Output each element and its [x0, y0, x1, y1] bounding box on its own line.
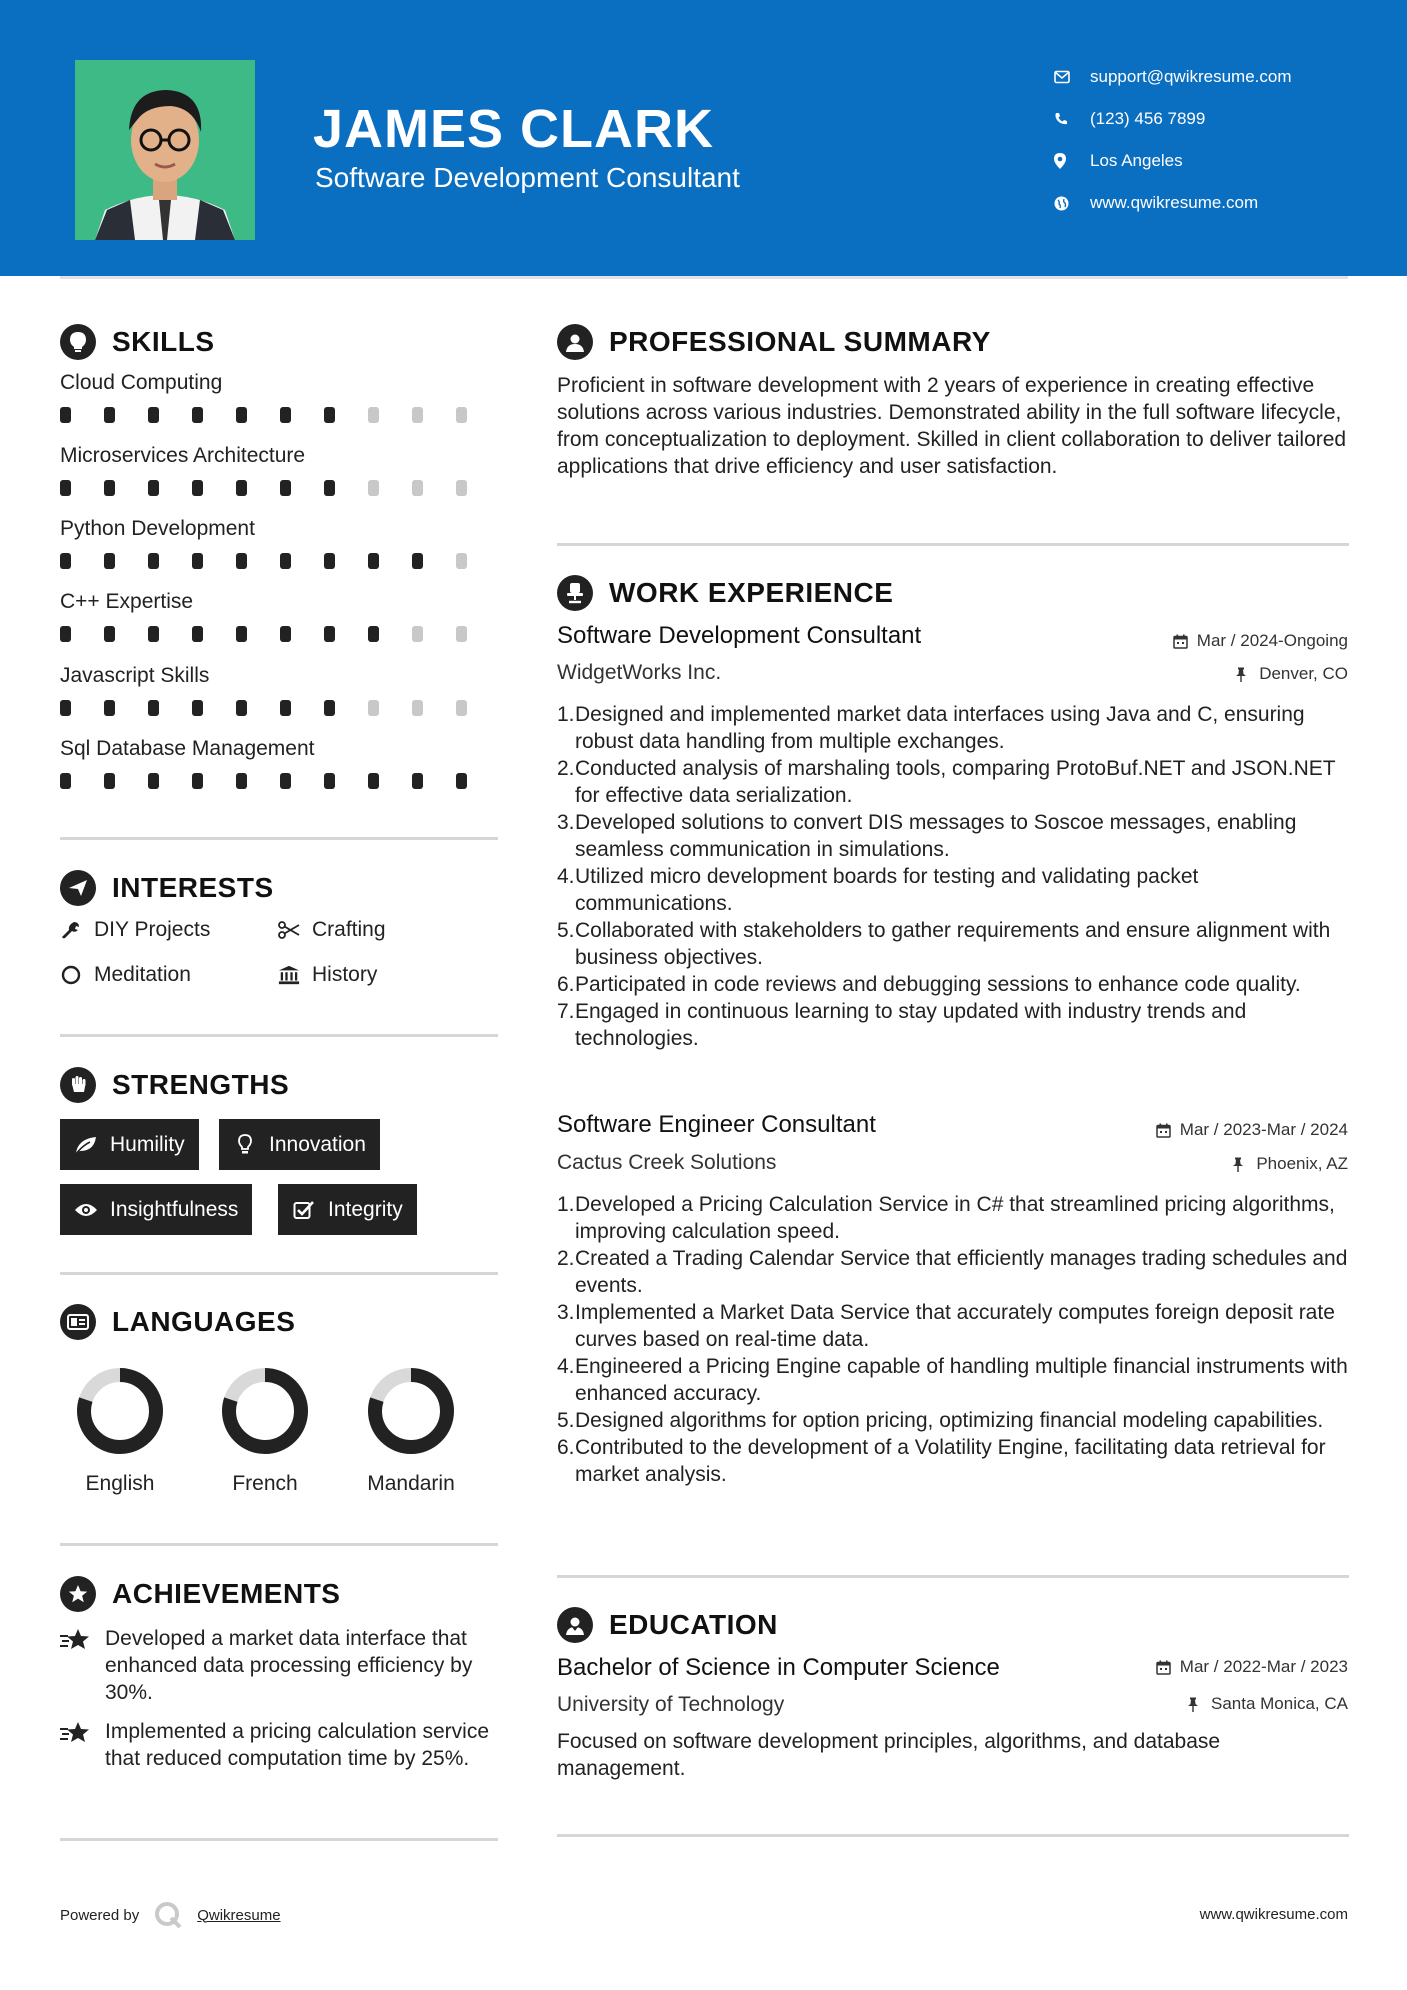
- skill-dot: [412, 626, 423, 642]
- eye-icon: [74, 1199, 98, 1221]
- duty-text: Implemented a Market Data Service that accurately computes foreign deposit rate curves based on real-time data.: [575, 1301, 1335, 1351]
- globe-icon: [1054, 193, 1090, 213]
- skill-dot: [324, 626, 335, 642]
- duty-number: 4.: [557, 865, 575, 888]
- education-location-text: Santa Monica, CA: [1210, 1694, 1348, 1713]
- skill-item: [60, 664, 500, 716]
- skill-dot: [456, 553, 467, 569]
- skill-dot: [236, 407, 247, 423]
- language-ring: [75, 1366, 165, 1456]
- interest-item: [278, 963, 377, 987]
- skill-dot: [192, 700, 203, 716]
- duty-number: 3.: [557, 811, 575, 834]
- skill-item: [60, 517, 500, 569]
- duty-number: 5.: [557, 1409, 575, 1432]
- duty-text: Designed algorithms for option pricing, optimizing financial modeling capabilities.: [575, 1409, 1324, 1432]
- skill-dot: [280, 407, 291, 423]
- skill-dot: [192, 773, 203, 789]
- duty-text: Created a Trading Calendar Service that efficiently manages trading schedules and events.: [575, 1247, 1348, 1297]
- duty-number: 4.: [557, 1355, 575, 1378]
- duty-item: [557, 1407, 1357, 1434]
- pushpin-icon: [1187, 1696, 1203, 1712]
- summary-title: PROFESSIONAL SUMMARY: [609, 326, 991, 357]
- education-dates-text: Mar / 2022-Mar / 2023: [1179, 1657, 1348, 1676]
- strength-badge: [60, 1119, 199, 1170]
- paper-plane-icon: [60, 870, 96, 906]
- skill-dot: [104, 480, 115, 496]
- contact-location: [1054, 140, 1394, 182]
- language-item: [346, 1366, 476, 1496]
- skill-dot: [148, 626, 159, 642]
- duty-number: 6.: [557, 1436, 575, 1459]
- skill-label: Sql Database Management: [60, 737, 315, 760]
- education-location: [1187, 1694, 1348, 1714]
- section-divider: [60, 1034, 498, 1037]
- skill-dot: [148, 407, 159, 423]
- achievements-heading: [60, 1576, 340, 1612]
- skill-dot: [236, 480, 247, 496]
- duty-number: 7.: [557, 1000, 575, 1023]
- school-name: University of Technology: [557, 1693, 785, 1716]
- job-dates: [1173, 631, 1348, 651]
- section-divider: [60, 1272, 498, 1275]
- language-item: [55, 1366, 185, 1496]
- skill-dot: [192, 480, 203, 496]
- skill-label: Cloud Computing: [60, 371, 223, 394]
- skill-dot: [60, 553, 71, 569]
- section-divider: [60, 1838, 498, 1841]
- language-ring: [220, 1366, 310, 1456]
- duty-text: Designed and implemented market data interfaces using Java and C, ensuring robust data handling from multiple exchanges.: [575, 703, 1305, 753]
- user-icon: [557, 324, 593, 360]
- skill-dot: [368, 626, 379, 642]
- skill-rating: [60, 626, 500, 642]
- contact-email-text: support@qwikresume.com: [1090, 67, 1292, 86]
- skill-dot: [412, 480, 423, 496]
- duty-item: [557, 755, 1357, 809]
- duty-item: [557, 701, 1357, 755]
- map-pin-icon: [1054, 151, 1090, 171]
- wrench-icon: [60, 919, 82, 941]
- skill-rating: [60, 480, 500, 496]
- language-item: [200, 1366, 330, 1496]
- duty-item: [557, 1299, 1357, 1353]
- education-description: Focused on software development principles, algorithms, and database management.: [557, 1730, 1221, 1780]
- skill-dot: [456, 480, 467, 496]
- duty-item: [557, 863, 1357, 917]
- language-label: English: [85, 1472, 155, 1495]
- header-band: [0, 0, 1407, 276]
- duty-text: Collaborated with stakeholders to gather requirements and ensure alignment with business objectives.: [575, 919, 1331, 969]
- strength-label: Insightfulness: [110, 1197, 239, 1221]
- duty-item: [557, 1191, 1357, 1245]
- language-label: Mandarin: [367, 1472, 455, 1495]
- phone-icon: [1054, 109, 1090, 129]
- skill-dot: [104, 626, 115, 642]
- skill-dot: [368, 700, 379, 716]
- degree-title: Bachelor of Science in Computer Science: [557, 1654, 1000, 1681]
- skill-item: [60, 444, 500, 496]
- footer-powered-by: [60, 1900, 281, 1930]
- skill-dot: [412, 773, 423, 789]
- contact-location-text: Los Angeles: [1090, 151, 1183, 170]
- job-dates-text: Mar / 2024-Ongoing: [1196, 631, 1348, 650]
- skill-dot: [368, 773, 379, 789]
- language-label: French: [232, 1472, 298, 1495]
- skill-item: [60, 737, 500, 789]
- achievement-text: Developed a market data interface that enhanced data processing efficiency by 30%.: [105, 1627, 473, 1704]
- skill-dot: [368, 407, 379, 423]
- skill-dot: [60, 480, 71, 496]
- calendar-icon: [1173, 633, 1189, 649]
- skill-dot: [148, 773, 159, 789]
- skill-dot: [148, 700, 159, 716]
- contact-phone-text: (123) 456 7899: [1090, 109, 1206, 128]
- skill-dot: [280, 553, 291, 569]
- raised-fist-icon: [60, 1067, 96, 1103]
- experience-heading: [557, 575, 893, 611]
- skill-dot: [368, 480, 379, 496]
- skill-dot: [236, 626, 247, 642]
- skills-title: SKILLS: [112, 326, 215, 357]
- star-speed-icon: [60, 1718, 105, 1772]
- skill-dot: [324, 407, 335, 423]
- strength-label: Integrity: [328, 1197, 403, 1221]
- summary-heading: [557, 324, 991, 360]
- duty-item: [557, 1434, 1357, 1488]
- contact-website[interactable]: [1054, 182, 1394, 224]
- duty-text: Engineered a Pricing Engine capable of handling multiple financial instruments with enhanced accuracy.: [575, 1355, 1348, 1405]
- skills-heading: [60, 324, 215, 360]
- duty-number: 2.: [557, 1247, 575, 1270]
- skill-dot: [60, 626, 71, 642]
- strength-badge: [60, 1184, 252, 1235]
- graduate-icon: [557, 1607, 593, 1643]
- skill-dot: [192, 407, 203, 423]
- language-card-icon: [60, 1304, 96, 1340]
- company-name: WidgetWorks Inc.: [557, 661, 722, 684]
- job-duties: [557, 1191, 1357, 1488]
- skill-dot: [324, 553, 335, 569]
- skill-dot: [104, 553, 115, 569]
- education-heading: [557, 1607, 778, 1643]
- strength-badge: [219, 1119, 380, 1170]
- strengths-title: STRENGTHS: [112, 1069, 290, 1100]
- star-badge-icon: [60, 1576, 96, 1612]
- skill-dot: [368, 553, 379, 569]
- pushpin-icon: [1235, 666, 1251, 682]
- envelope-icon: [1054, 67, 1090, 87]
- skill-dot: [412, 407, 423, 423]
- job-location: [1235, 664, 1348, 684]
- skill-dot: [236, 773, 247, 789]
- skill-rating: [60, 553, 500, 569]
- interest-label: DIY Projects: [94, 918, 211, 941]
- contact-block: [1054, 56, 1394, 224]
- skill-dot: [192, 626, 203, 642]
- skill-label: Microservices Architecture: [60, 444, 306, 467]
- duty-item: [557, 917, 1357, 971]
- interest-label: Crafting: [312, 918, 386, 941]
- calendar-icon: [1156, 1659, 1172, 1675]
- interests-heading: [60, 870, 274, 906]
- duty-text: Engaged in continuous learning to stay updated with industry trends and technologies.: [575, 1000, 1247, 1050]
- duty-text: Developed solutions to convert DIS messages to Soscoe messages, enabling seamless communication in simulations.: [575, 811, 1297, 861]
- skill-dot: [148, 553, 159, 569]
- language-ring: [366, 1366, 456, 1456]
- achievement-text: Implemented a pricing calculation service that reduced computation time by 25%.: [105, 1720, 490, 1770]
- job-title: Software Engineer Consultant: [557, 1111, 876, 1138]
- job-location: [1232, 1154, 1348, 1174]
- skill-dot: [280, 626, 291, 642]
- skill-dot: [280, 773, 291, 789]
- languages-heading: [60, 1304, 295, 1340]
- skill-dot: [104, 407, 115, 423]
- education-title: EDUCATION: [609, 1609, 778, 1640]
- section-divider: [60, 837, 498, 840]
- duty-item: [557, 1353, 1357, 1407]
- duty-item: [557, 971, 1357, 998]
- duty-text: Conducted analysis of marshaling tools, comparing ProtoBuf.NET and JSON.NET for effective data serialization.: [575, 757, 1336, 807]
- education-dates: [1156, 1657, 1348, 1677]
- contact-phone[interactable]: [1054, 98, 1394, 140]
- skill-dot: [324, 480, 335, 496]
- strength-label: Innovation: [269, 1132, 366, 1156]
- duty-number: 2.: [557, 757, 575, 780]
- check-square-icon: [292, 1199, 316, 1221]
- skill-dot: [456, 626, 467, 642]
- duty-number: 3.: [557, 1301, 575, 1324]
- skill-item: [60, 371, 500, 423]
- skill-dot: [412, 553, 423, 569]
- header-divider: [60, 276, 1348, 279]
- skill-dot: [280, 700, 291, 716]
- pushpin-icon: [1232, 1156, 1248, 1172]
- star-speed-icon: [60, 1625, 105, 1706]
- duty-item: [557, 809, 1357, 863]
- interest-label: History: [312, 963, 378, 986]
- qwikresume-link[interactable]: Qwikresume: [197, 1906, 281, 1924]
- footer-url[interactable]: www.qwikresume.com: [1199, 1906, 1348, 1923]
- skill-dot: [60, 773, 71, 789]
- lightbulb-icon: [60, 324, 96, 360]
- skill-dot: [236, 700, 247, 716]
- experience-title: WORK EXPERIENCE: [609, 577, 894, 608]
- achievement-item: [60, 1625, 500, 1706]
- skill-dot: [280, 480, 291, 496]
- scissors-icon: [278, 919, 300, 941]
- contact-website-text: www.qwikresume.com: [1090, 193, 1259, 212]
- contact-email[interactable]: [1054, 56, 1394, 98]
- job-title: Software Development Consultant: [557, 622, 922, 649]
- duty-number: 6.: [557, 973, 575, 996]
- office-chair-icon: [557, 575, 593, 611]
- duty-text: Participated in code reviews and debugging sessions to enhance code quality.: [575, 973, 1301, 996]
- lightbulb-icon: [233, 1134, 257, 1156]
- interests-title: INTERESTS: [112, 872, 274, 903]
- skill-dot: [412, 700, 423, 716]
- candidate-title: Software Development Consultant: [315, 162, 740, 193]
- strengths-heading: [60, 1067, 289, 1103]
- section-divider: [557, 1575, 1349, 1578]
- skill-label: Python Development: [60, 517, 255, 540]
- section-divider: [557, 543, 1349, 546]
- skill-dot: [456, 773, 467, 789]
- skill-rating: [60, 700, 500, 716]
- skill-dot: [324, 773, 335, 789]
- achievement-item: [60, 1718, 500, 1772]
- profile-photo: [75, 60, 255, 240]
- job-dates: [1156, 1120, 1348, 1140]
- interest-item: [278, 918, 386, 942]
- languages-title: LANGUAGES: [112, 1306, 296, 1337]
- summary-text: Proficient in software development with 2 years of experience in creating effective solutions across various industries. Demonstrated ability in the full software lifecycle, from conceptualization to deployment. Skilled in client collaboration to deliver tailored applications that drive efficiency and user satisfaction.: [557, 374, 1347, 478]
- strength-badge: [278, 1184, 417, 1235]
- skill-dot: [104, 700, 115, 716]
- duty-text: Contributed to the development of a Volatility Engine, facilitating data retrieval for market analysis.: [575, 1436, 1326, 1486]
- skill-dot: [192, 553, 203, 569]
- duty-text: Developed a Pricing Calculation Service in C# that streamlined pricing algorithms, improving calculation speed.: [575, 1193, 1335, 1243]
- skill-label: C++ Expertise: [60, 590, 194, 613]
- skill-item: [60, 590, 500, 642]
- interest-label: Meditation: [94, 963, 191, 986]
- duty-item: [557, 1245, 1357, 1299]
- calendar-icon: [1156, 1122, 1172, 1138]
- interest-item: [60, 963, 191, 987]
- leaf-icon: [74, 1134, 98, 1156]
- achievements-title: ACHIEVEMENTS: [112, 1578, 341, 1609]
- job-location-text: Phoenix, AZ: [1256, 1154, 1348, 1173]
- job-dates-text: Mar / 2023-Mar / 2024: [1179, 1120, 1348, 1139]
- interest-item: [60, 918, 210, 942]
- duty-item: [557, 998, 1357, 1052]
- skill-label: Javascript Skills: [60, 664, 210, 687]
- skill-dot: [456, 407, 467, 423]
- skill-dot: [60, 700, 71, 716]
- skill-dot: [60, 407, 71, 423]
- skill-dot: [236, 553, 247, 569]
- skill-dot: [104, 773, 115, 789]
- company-name: Cactus Creek Solutions: [557, 1151, 777, 1174]
- duty-number: 5.: [557, 919, 575, 942]
- section-divider: [60, 1543, 498, 1546]
- job-duties: [557, 701, 1357, 1052]
- powered-by-label: Powered by: [60, 1906, 140, 1924]
- skill-dot: [456, 700, 467, 716]
- qwikresume-logo-icon: [153, 1900, 183, 1930]
- candidate-name: JAMES CLARK: [313, 99, 715, 159]
- section-divider: [557, 1834, 1349, 1837]
- job-location-text: Denver, CO: [1259, 664, 1348, 683]
- duty-text: Utilized micro development boards for testing and validating packet communications.: [575, 865, 1199, 915]
- circle-icon: [60, 964, 82, 986]
- duty-number: 1.: [557, 703, 575, 726]
- museum-icon: [278, 964, 300, 986]
- skill-rating: [60, 773, 500, 789]
- skill-rating: [60, 407, 500, 423]
- skill-dot: [148, 480, 159, 496]
- strength-label: Humility: [110, 1132, 185, 1156]
- duty-number: 1.: [557, 1193, 575, 1216]
- skill-dot: [324, 700, 335, 716]
